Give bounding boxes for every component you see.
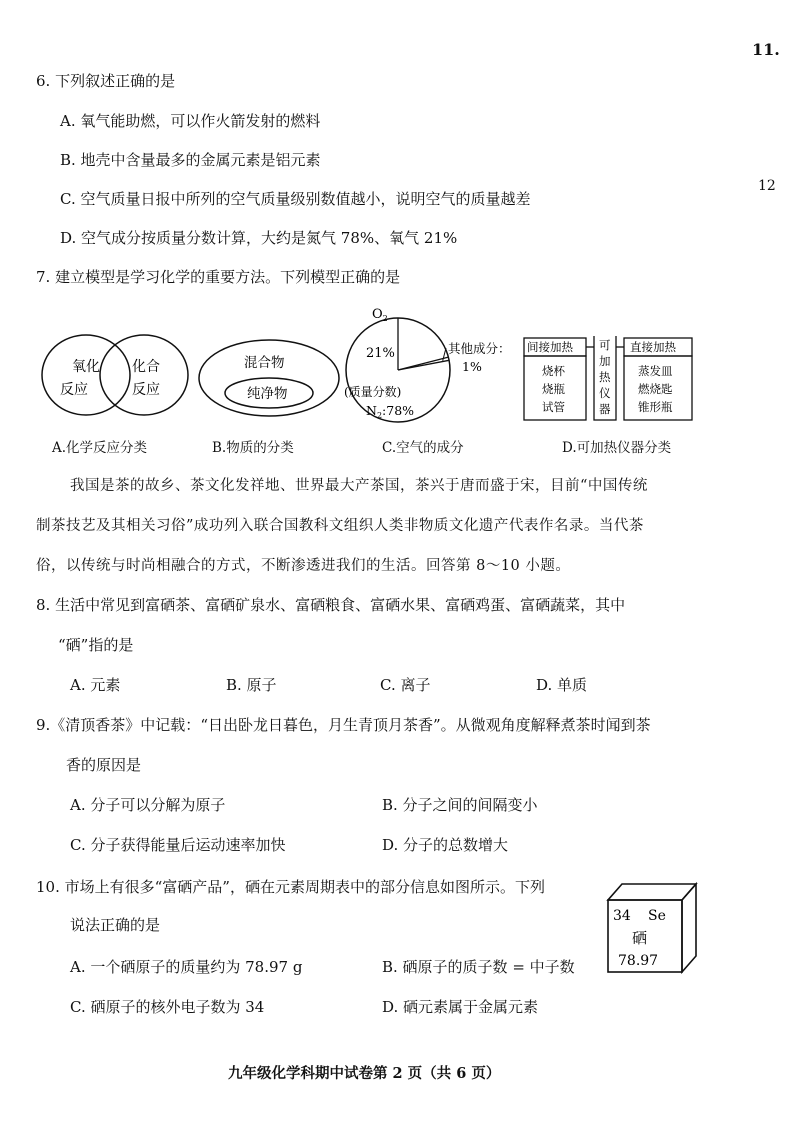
corner-mark-mid: 12 bbox=[758, 178, 776, 194]
indirect-item-2: 烧瓶 bbox=[542, 382, 565, 396]
venn-right-line2: 反应 bbox=[132, 382, 160, 398]
q8-option-c: C. 离子 bbox=[380, 676, 431, 694]
q10-option-c: C. 硒原子的核外电子数为 34 bbox=[70, 998, 265, 1016]
q9-option-c: C. 分子获得能量后运动速率加快 bbox=[70, 836, 286, 854]
q8-stem-line-2: “硒”指的是 bbox=[58, 636, 134, 654]
q9-stem-line-1: 9.《清顶香茶》中记载：“日出卧龙日暮色，月生青顶月茶香”。从微观角度解释煮茶时闻到茶 bbox=[36, 716, 651, 734]
other-pct: 1% bbox=[462, 359, 482, 374]
diagram-b-caption: B.物质的分类 bbox=[212, 440, 294, 456]
venn-circle-right bbox=[100, 335, 188, 415]
outer-label: 混合物 bbox=[244, 355, 285, 371]
element-symbol: Se bbox=[648, 908, 666, 924]
element-name: 硒 bbox=[632, 929, 648, 947]
diagram-d-instruments bbox=[520, 336, 726, 422]
corner-mark-top: 11. bbox=[752, 40, 780, 59]
passage-line-3: 俗，以传统与时尚相融合的方式，不断渗透进我们的生活。回答第 8～10 小题。 bbox=[36, 558, 571, 574]
direct-item-3: 锥形瓶 bbox=[638, 400, 673, 414]
q10-option-b: B. 硒原子的质子数 = 中子数 bbox=[382, 958, 575, 976]
diagram-b-classification bbox=[196, 336, 342, 420]
middle-char-4: 仪 bbox=[599, 386, 611, 400]
element-number: 34 bbox=[613, 908, 631, 924]
diagram-c-pie bbox=[338, 306, 520, 430]
cube-top bbox=[608, 884, 696, 900]
q7-stem: 7. 建立模型是学习化学的重要方法。下列模型正确的是 bbox=[36, 268, 401, 286]
q10-stem-line-1: 10. 市场上有很多“富硒产品”，硒在元素周期表中的部分信息如图所示。下列 bbox=[36, 878, 545, 896]
q10-option-d: D. 硒元素属于金属元素 bbox=[382, 998, 539, 1016]
middle-char-1: 可 bbox=[599, 338, 611, 352]
inner-label: 纯净物 bbox=[247, 386, 288, 402]
page-footer: 九年级化学科期中试卷第 2 页（共 6 页） bbox=[228, 1065, 501, 1082]
q8-option-b: B. 原子 bbox=[226, 676, 277, 694]
indirect-title: 间接加热 bbox=[527, 340, 573, 354]
passage-line-1: 我国是茶的故乡、茶文化发祥地、世界最大产茶国，茶兴于唐而盛于宋，目前“中国传统 bbox=[70, 478, 648, 494]
q8-option-d: D. 单质 bbox=[536, 676, 588, 694]
other-label: 其他成分： bbox=[448, 341, 511, 356]
pie-divider-other-n2 bbox=[398, 360, 449, 370]
q8-option-a: A. 元素 bbox=[70, 676, 121, 694]
q6-option-d: D. 空气成分按质量分数计算，大约是氮气 78%、氧气 21% bbox=[60, 229, 458, 247]
q6-option-c: C. 空气质量日报中所列的空气质量级别数值越小，说明空气的质量越差 bbox=[60, 190, 531, 208]
q6-option-b: B. 地壳中含量最多的金属元素是铝元素 bbox=[60, 151, 321, 169]
selenium-element-cube bbox=[604, 882, 700, 974]
q9-stem-line-2: 香的原因是 bbox=[66, 756, 142, 774]
direct-item-2: 燃烧匙 bbox=[638, 382, 673, 396]
q9-option-d: D. 分子的总数增大 bbox=[382, 836, 509, 854]
diagram-c-caption: C.空气的成分 bbox=[382, 440, 464, 456]
direct-item-1: 蒸发皿 bbox=[638, 364, 673, 378]
q6-option-a: A. 氧气能助燃，可以作火箭发射的燃料 bbox=[60, 112, 321, 130]
q10-stem-line-2: 说法正确的是 bbox=[70, 916, 161, 934]
venn-circle-left bbox=[42, 335, 130, 415]
o2-label: $O_2$ bbox=[372, 307, 388, 323]
indirect-item-1: 烧杯 bbox=[542, 364, 565, 378]
middle-char-3: 热 bbox=[599, 370, 611, 384]
o2-pct: 21% bbox=[366, 346, 395, 361]
venn-right-line1: 化合 bbox=[132, 359, 160, 375]
pie-center-label: (质量分数) bbox=[344, 385, 402, 399]
cube-side bbox=[682, 884, 696, 972]
q9-option-b: B. 分子之间的间隔变小 bbox=[382, 796, 538, 814]
q9-option-a: A. 分子可以分解为原子 bbox=[70, 796, 226, 814]
middle-char-2: 加 bbox=[599, 354, 611, 368]
middle-char-5: 器 bbox=[599, 402, 611, 416]
n2-label: $N_2:78\%$ bbox=[366, 403, 415, 420]
venn-left-line2: 反应 bbox=[60, 382, 88, 398]
direct-title: 直接加热 bbox=[630, 340, 676, 354]
diagram-a-caption: A.化学反应分类 bbox=[52, 440, 148, 456]
indirect-item-3: 试管 bbox=[542, 400, 565, 414]
q6-stem: 6. 下列叙述正确的是 bbox=[36, 72, 176, 90]
q8-stem-line-1: 8. 生活中常见到富硒茶、富硒矿泉水、富硒粮食、富硒水果、富硒鸡蛋、富硒蔬菜，其中 bbox=[36, 596, 626, 614]
diagram-a-venn bbox=[36, 330, 196, 420]
venn-left-line1: 氧化 bbox=[72, 359, 100, 375]
passage-line-2: 制茶技艺及其相关习俗”成功列入联合国教科文组织人类非物质文化遗产代表作名录。当代茶 bbox=[36, 518, 644, 534]
element-mass: 78.97 bbox=[618, 953, 659, 969]
q10-option-a: A. 一个硒原子的质量约为 78.97 g bbox=[70, 958, 303, 976]
diagram-d-caption: D.可加热仪器分类 bbox=[562, 440, 672, 456]
